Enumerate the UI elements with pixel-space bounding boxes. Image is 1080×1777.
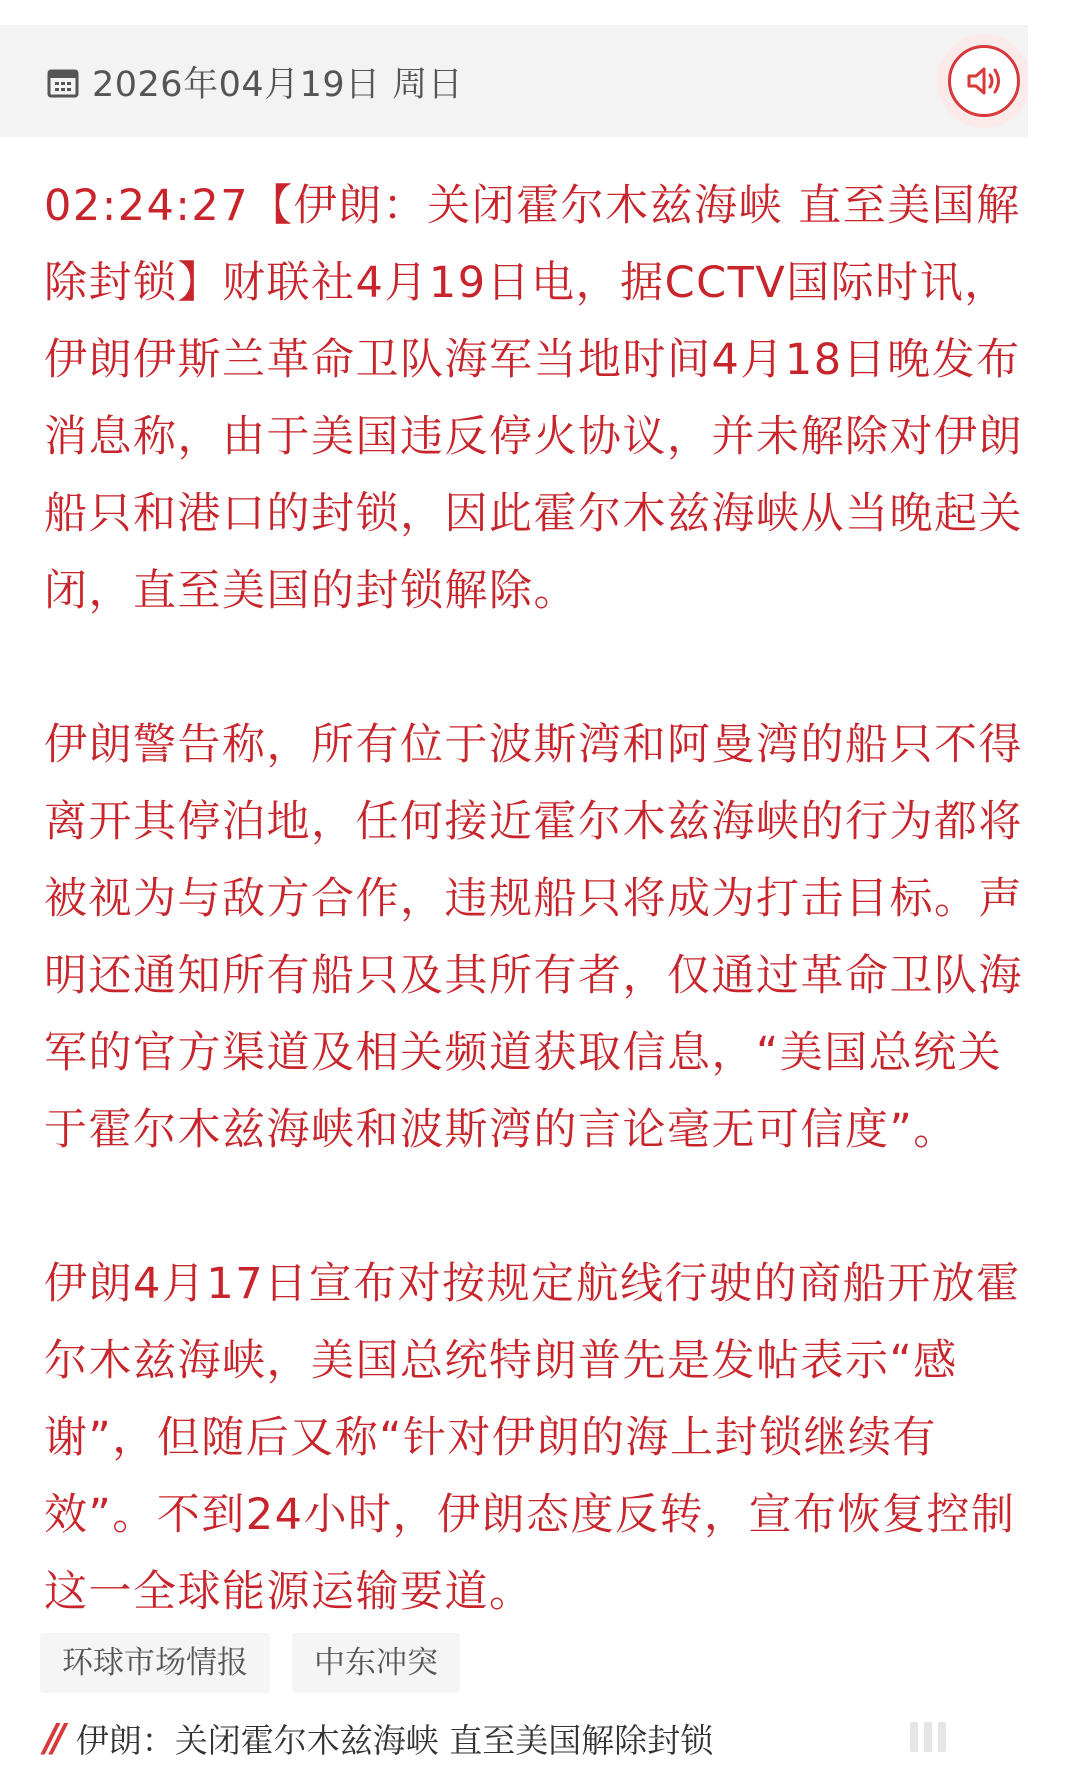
watermark-marks bbox=[910, 1722, 946, 1752]
article-body bbox=[44, 168, 1034, 1708]
article-paragraph: 伊朗4月17日宣布对按规定航线行驶的商船开放霍尔木兹海峡，美国总统特朗普先是发帖表示“感谢”，但随后又称“针对伊朗的海上封锁继续有效”。不到24小时，伊朗态度反转，宣布恢复控制这一全球能源运输要道。 bbox=[44, 1259, 1021, 1617]
speaker-icon bbox=[965, 64, 1003, 98]
tag-chip[interactable]: 中东冲突 bbox=[292, 1633, 460, 1693]
speaker-button[interactable] bbox=[937, 34, 1031, 128]
related-mark: // bbox=[44, 1716, 60, 1760]
related-title: 伊朗：关闭霍尔木兹海峡 直至美国解除封锁 bbox=[75, 1720, 714, 1760]
article-paragraph: 伊朗警告称，所有位于波斯湾和阿曼湾的船只不得离开其停泊地，任何接近霍尔木兹海峡的行为都将被视为与敌方合作，违规船只将成为打击目标。声明还通知所有船只及其所有者，仅通过革命卫队海军的官方渠道及相关频道获取信息，“美国总统关于霍尔木兹海峡和波斯湾的言论毫无可信度”。 bbox=[44, 720, 1023, 1155]
tag-chip[interactable]: 环球市场情报 bbox=[40, 1633, 270, 1693]
tag-list bbox=[40, 1633, 460, 1693]
article-paragraph: 02:24:27【伊朗：关闭霍尔木兹海峡 直至美国解除封锁】财联社4月19日电，据CCTV国际时讯，伊朗伊斯兰革命卫队海军当地时间4月18日晚发布消息称，由于美国违反停火协议，并未解除对伊朗船只和港口的封锁，因此霍尔木兹海峡从当晚起关闭，直至美国的封锁解除。 bbox=[44, 181, 1023, 616]
calendar-icon bbox=[46, 65, 80, 99]
date-text: 2026年04月19日 周日 bbox=[92, 65, 464, 105]
date-row bbox=[46, 58, 463, 106]
related-link[interactable] bbox=[44, 1713, 713, 1763]
right-margin bbox=[1028, 0, 1080, 1777]
